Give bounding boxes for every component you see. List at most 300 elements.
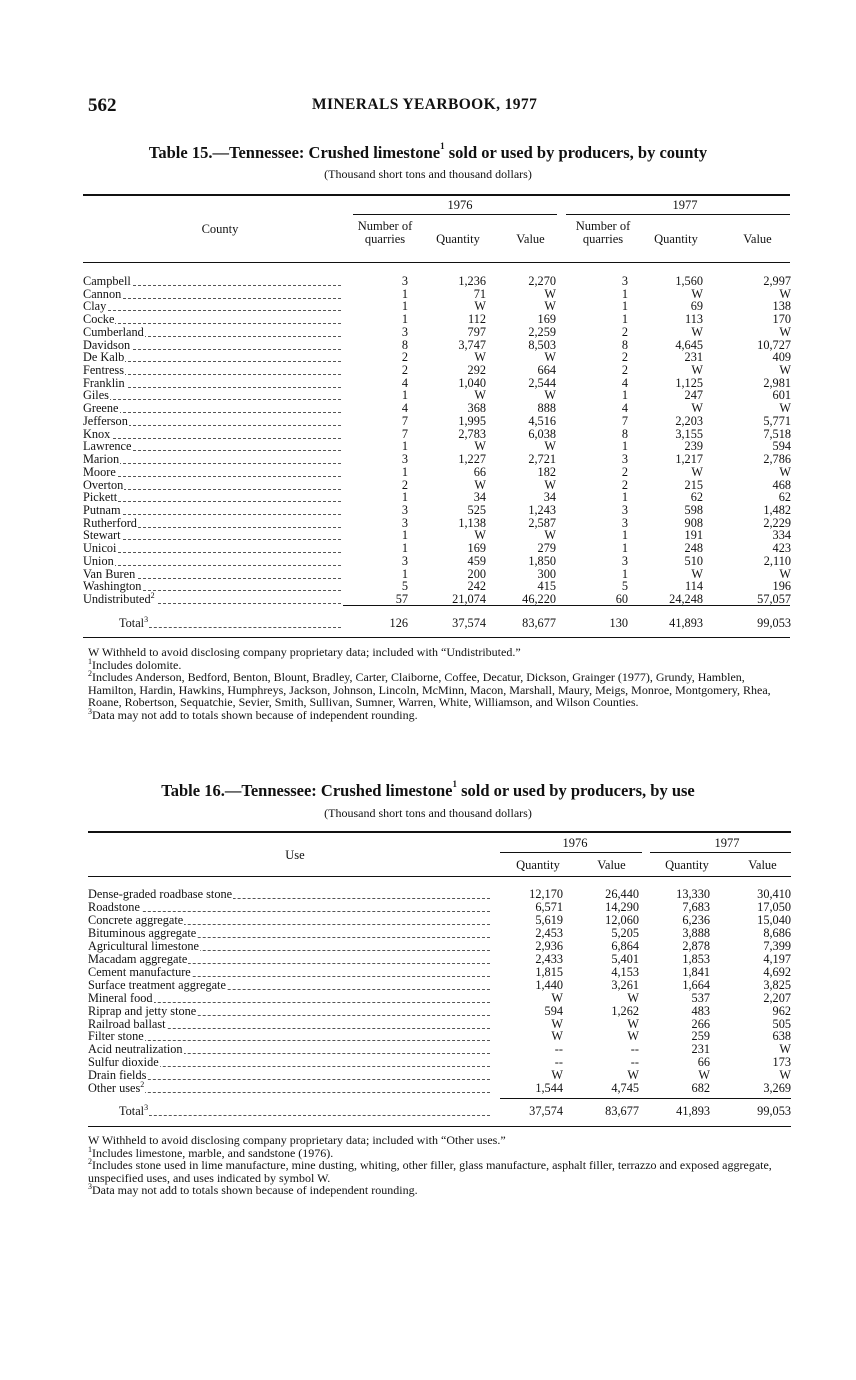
cell-n77: 3 [621, 515, 628, 530]
cell-q77: 1,125 [675, 375, 703, 390]
cell-n76: 3 [401, 515, 408, 530]
row-label: Sulfur dioxide [88, 1055, 159, 1070]
cell-n77: 1 [621, 388, 628, 403]
table16-1977-rule [650, 852, 791, 853]
county-row-cannon [83, 288, 790, 301]
cell-n76: 2 [401, 363, 408, 378]
row-label: Clay [83, 299, 107, 314]
table15-total-rule [343, 605, 790, 606]
row-label: Total$^3$ [119, 1103, 149, 1118]
cell-q77: 1,217 [675, 452, 703, 467]
county-row-undistributed [83, 593, 790, 606]
county-row-van-buren [83, 568, 790, 581]
cell-v76: 14,290 [605, 899, 639, 914]
cell-q76: 71 [473, 286, 486, 301]
cell-v76: W [544, 388, 556, 403]
row-label: Overton [83, 477, 124, 492]
table15-1976-rule [353, 214, 557, 215]
table16-year-1977: 1977 [714, 836, 740, 850]
cell-q77: 41,893 [676, 1104, 710, 1118]
row-label: Cement manufacture [88, 964, 191, 979]
cell-v77: 409 [772, 350, 791, 365]
cell-q76: 200 [467, 566, 486, 581]
cell-v76: 2,721 [528, 452, 556, 467]
leader-dots [83, 501, 341, 502]
footnote-2: $^2$Includes stone used in lime manufacture, mine dusting, whiting, other filler, glass manufacture, asphalt filler, terrazzo and exposed aggregate, unspecified uses, and uses indicated by symbol W. [88, 1157, 772, 1185]
cell-v77: 10,727 [757, 337, 791, 352]
cell-n77: 1 [621, 312, 628, 327]
cell-v77: 7,399 [763, 938, 791, 953]
cell-n77: 1 [621, 439, 628, 454]
cell-q76: 2,783 [458, 426, 486, 441]
cell-v76: 2,270 [528, 274, 556, 288]
cell-v76: W [627, 1016, 639, 1031]
cell-v77: W [779, 1068, 791, 1083]
cell-q77: W [691, 324, 703, 339]
cell-q76: 1,995 [458, 413, 486, 428]
cell-q76: 1,544 [535, 1081, 563, 1096]
cell-v76: 182 [537, 464, 556, 479]
leader-dots [88, 1092, 490, 1093]
cell-v77: 138 [772, 299, 791, 314]
row-label: Drain fields [88, 1068, 147, 1083]
cell-q76: 2,453 [535, 925, 563, 940]
cell-v77: 2,997 [763, 274, 791, 288]
cell-n76: 1 [401, 528, 408, 543]
cell-v76: W [627, 1029, 639, 1044]
cell-n77: 1 [621, 541, 628, 556]
table15-year-1977: 1977 [672, 198, 698, 212]
table16-col-quantity-1977: Quantity [665, 858, 709, 872]
table15-col-quantity-1977: Quantity [654, 232, 698, 246]
cell-q77: 69 [690, 299, 703, 314]
table15-1977-rule [566, 214, 790, 215]
county-row-cumberland [83, 326, 790, 339]
cell-q77: 483 [691, 1003, 710, 1018]
cell-n76: 3 [401, 324, 408, 339]
cell-q77: 41,893 [669, 616, 703, 630]
cell-q77: 114 [685, 579, 703, 594]
table16-year-1976: 1976 [562, 836, 588, 850]
use-row-filter-stone [88, 1030, 791, 1043]
county-row-franklin [83, 377, 790, 390]
cell-n76: 57 [395, 592, 408, 606]
cell-q77: 3,888 [682, 925, 710, 940]
cell-v76: 300 [537, 566, 556, 581]
cell-q76: 1,227 [458, 452, 486, 467]
row-label: Lawrence [83, 439, 132, 454]
cell-n77: 7 [621, 413, 628, 428]
cell-n77: 2 [621, 324, 628, 339]
cell-v76: 34 [543, 490, 556, 505]
cell-n77: 1 [621, 566, 628, 581]
cell-v76: 4,153 [611, 964, 639, 979]
cell-v77: 57,057 [757, 592, 791, 606]
cell-q77: 510 [684, 553, 703, 568]
row-label: Agricultural limestone [88, 938, 199, 953]
cell-q76: 66 [473, 464, 486, 479]
row-label: Macadam aggregate [88, 951, 188, 966]
cell-v76: 5,401 [611, 951, 639, 966]
cell-v77: 2,207 [763, 990, 791, 1005]
leader-dots [83, 399, 341, 400]
cell-q76: W [474, 388, 486, 403]
cell-v77: 505 [772, 1016, 791, 1031]
use-row-railroad-ballast [88, 1018, 791, 1031]
table15-col-value-1976: Value [516, 232, 545, 246]
use-row-other-uses [88, 1082, 791, 1095]
cell-q76: 5,619 [535, 912, 563, 927]
cell-v77: 196 [772, 579, 791, 594]
cell-q76: 3,747 [458, 337, 486, 352]
cell-q77: W [691, 464, 703, 479]
table16-col-value-1976: Value [597, 858, 626, 872]
county-row-unicoi [83, 542, 790, 555]
row-label: Union [83, 553, 114, 568]
row-label: Cumberland [83, 324, 144, 339]
cell-n76: 3 [401, 502, 408, 517]
leader-dots [88, 1079, 490, 1080]
cell-v77: 99,053 [757, 1104, 791, 1118]
cell-v76: W [544, 477, 556, 492]
table15-notes [88, 646, 794, 722]
row-label: Cannon [83, 286, 122, 301]
county-row-fentress [83, 364, 790, 377]
cell-v76: 26,440 [605, 887, 639, 901]
cell-v77: 962 [772, 1003, 791, 1018]
cell-n77: 8 [621, 426, 628, 441]
cell-q77: 598 [684, 502, 703, 517]
cell-v76: 1,850 [528, 553, 556, 568]
cell-q76: W [551, 1068, 563, 1083]
cell-v76: -- [630, 1042, 639, 1057]
cell-n77: 2 [621, 464, 628, 479]
cell-q77: 231 [691, 1042, 710, 1057]
cell-q77: 4,645 [675, 337, 703, 352]
footnote-1: $^1$Includes dolomite. [88, 656, 182, 672]
table15-col-number-1977: Number of quarries [575, 219, 631, 246]
cell-v76: -- [630, 1055, 639, 1070]
cell-q76: W [551, 1016, 563, 1031]
cell-q76: 594 [544, 1003, 563, 1018]
row-label: Knox [83, 426, 111, 441]
cell-n76: 1 [401, 388, 408, 403]
county-row-davidson [83, 339, 790, 352]
cell-n76: 5 [401, 579, 408, 594]
row-label: Greene [83, 401, 119, 416]
cell-v76: 169 [537, 312, 556, 327]
footnote-1: $^1$Includes limestone, marble, and sandstone (1976). [88, 1144, 334, 1160]
row-label: Railroad ballast [88, 1016, 166, 1031]
cell-v77: 173 [772, 1055, 791, 1070]
cell-q77: W [691, 286, 703, 301]
row-label: Other uses$^2$ [88, 1080, 145, 1096]
cell-v77: 17,050 [757, 899, 791, 914]
row-label: Unicoi [83, 541, 117, 556]
cell-v76: 1,243 [528, 502, 556, 517]
row-label: Roadstone [88, 899, 140, 914]
cell-v77: 2,786 [763, 452, 791, 467]
row-label: Washington [83, 579, 142, 594]
cell-v76: W [544, 350, 556, 365]
row-label: Total$^3$ [119, 615, 149, 630]
cell-n76: 1 [401, 464, 408, 479]
cell-n77: 4 [621, 401, 628, 416]
cell-q77: 2,878 [682, 938, 710, 953]
row-label: Franklin [83, 375, 125, 390]
cell-n77: 1 [621, 528, 628, 543]
cell-n77: 4 [621, 375, 628, 390]
leader-dots [83, 552, 341, 553]
cell-v76: 83,677 [605, 1104, 639, 1118]
cell-q76: 292 [467, 363, 486, 378]
cell-v77: 2,229 [763, 515, 791, 530]
row-label: Cocke [83, 312, 115, 327]
use-row-roadstone [88, 901, 791, 914]
cell-v77: W [779, 401, 791, 416]
cell-n76: 4 [401, 375, 408, 390]
table15-year-1976: 1976 [447, 198, 473, 212]
cell-v77: 62 [778, 490, 791, 505]
row-label: Jefferson [83, 413, 128, 428]
cell-v76: W [544, 299, 556, 314]
cell-v77: 1,482 [763, 502, 791, 517]
table16-top-rule [88, 831, 791, 833]
cell-q77: 7,683 [682, 899, 710, 914]
cell-q77: 191 [684, 528, 703, 543]
cell-n76: 1 [401, 439, 408, 454]
cell-q77: 1,841 [682, 964, 710, 979]
row-label: Filter stone [88, 1029, 144, 1044]
cell-v77: 7,518 [763, 426, 791, 441]
cell-n77: 3 [621, 502, 628, 517]
cell-v77: 30,410 [757, 887, 791, 901]
cell-v76: W [627, 1068, 639, 1083]
leader-dots [83, 539, 341, 540]
table16-title: Table 16.—Tennessee: Crushed limestone$^1$ sold or used by producers, by use [161, 779, 695, 800]
table16-subtitle: (Thousand short tons and thousand dollars) [324, 806, 532, 820]
cell-q76: W [474, 528, 486, 543]
table16-1976-rule [500, 852, 642, 853]
cell-n77: 2 [621, 477, 628, 492]
county-row-putnam [83, 504, 790, 517]
cell-v77: 3,825 [763, 977, 791, 992]
row-label: Putnam [83, 502, 121, 517]
cell-q76: W [474, 477, 486, 492]
cell-v76: W [544, 528, 556, 543]
cell-n76: 8 [401, 337, 408, 352]
cell-q77: W [691, 566, 703, 581]
cell-v76: 8,503 [528, 337, 556, 352]
row-label: Dense-graded roadbase stone [88, 887, 233, 901]
cell-n77: 3 [621, 274, 628, 288]
use-row-dense-graded-roadbase-stone [88, 888, 791, 901]
cell-q76: W [551, 1029, 563, 1044]
leader-dots [119, 1115, 490, 1116]
use-row-cement-manufacture [88, 966, 791, 979]
cell-n76: 2 [401, 350, 408, 365]
table15-col-county: County [201, 222, 239, 236]
county-row-pickett [83, 491, 790, 504]
cell-n77: 2 [621, 350, 628, 365]
table15-col-value-1977: Value [743, 232, 772, 246]
cell-v77: 468 [772, 477, 791, 492]
cell-q76: 1,440 [535, 977, 563, 992]
county-row-cocke [83, 313, 790, 326]
cell-v77: 8,686 [763, 925, 791, 940]
cell-q77: 215 [684, 477, 703, 492]
cell-q77: 1,664 [682, 977, 710, 992]
cell-v76: W [627, 990, 639, 1005]
use-row-concrete-aggregate [88, 914, 791, 927]
cell-q76: 525 [467, 502, 486, 517]
row-label: Campbell [83, 274, 131, 288]
cell-n77: 1 [621, 490, 628, 505]
use-row-bituminous-aggregate [88, 927, 791, 940]
cell-q77: 6,236 [682, 912, 710, 927]
cell-q76: 1,040 [458, 375, 486, 390]
cell-q77: 537 [691, 990, 710, 1005]
cell-v76: 12,060 [605, 912, 639, 927]
row-label: De Kalb [83, 350, 125, 365]
cell-n77: 5 [621, 579, 628, 594]
county-row-rutherford [83, 517, 790, 530]
table16-col-value-1977: Value [748, 858, 777, 872]
cell-v77: 423 [772, 541, 791, 556]
cell-v77: W [779, 363, 791, 378]
cell-q77: 1,853 [682, 951, 710, 966]
cell-v77: 99,053 [757, 616, 791, 630]
cell-v76: 2,587 [528, 515, 556, 530]
table16-col-use: Use [285, 848, 305, 862]
county-row-clay [83, 300, 790, 313]
cell-q76: 1,236 [458, 274, 486, 288]
cell-n77: 1 [621, 286, 628, 301]
cell-v77: W [779, 324, 791, 339]
cell-n76: 126 [389, 616, 408, 630]
cell-q76: 2,433 [535, 951, 563, 966]
cell-v77: 2,110 [763, 553, 791, 568]
cell-q76: 797 [467, 324, 486, 339]
table15-col-number-1976: Number of quarries [357, 219, 413, 246]
row-label: Bituminous aggregate [88, 925, 197, 940]
cell-v76: 83,677 [522, 616, 556, 630]
cell-v76: 279 [537, 541, 556, 556]
cell-q77: 239 [684, 439, 703, 454]
cell-v77: 3,269 [763, 1081, 791, 1096]
footnote-3: $^3$Data may not add to totals shown because of independent rounding. [88, 706, 418, 722]
cell-n76: 3 [401, 553, 408, 568]
cell-q77: 259 [691, 1029, 710, 1044]
use-row-drain-fields [88, 1069, 791, 1082]
cell-q77: 682 [691, 1081, 710, 1096]
cell-q77: 266 [691, 1016, 710, 1031]
cell-q77: W [691, 401, 703, 416]
cell-v76: 415 [537, 579, 556, 594]
cell-v76: W [544, 286, 556, 301]
county-row-stewart [83, 529, 790, 542]
leader-dots [119, 627, 341, 628]
cell-v77: 601 [772, 388, 791, 403]
table15-bottom-rule [83, 637, 790, 638]
cell-q76: 6,571 [535, 899, 563, 914]
running-head: MINERALS YEARBOOK, 1977 [312, 96, 538, 113]
row-label: Pickett [83, 490, 118, 505]
row-label: Fentress [83, 363, 124, 378]
table15-header-rule [83, 262, 790, 263]
leader-dots [83, 463, 341, 464]
cell-v77: W [779, 286, 791, 301]
cell-n76: 1 [401, 299, 408, 314]
cell-v77: 5,771 [763, 413, 791, 428]
cell-v77: 334 [772, 528, 791, 543]
cell-v77: W [779, 464, 791, 479]
row-label: Van Buren [83, 566, 136, 581]
county-row-overton [83, 479, 790, 492]
cell-v77: 15,040 [757, 912, 791, 927]
cell-q76: 37,574 [452, 616, 486, 630]
leader-dots [83, 310, 341, 311]
cell-q76: W [474, 350, 486, 365]
row-label: Marion [83, 452, 120, 467]
use-row-sulfur-dioxide [88, 1056, 791, 1069]
cell-n76: 7 [401, 413, 408, 428]
table15-col-quantity-1976: Quantity [436, 232, 480, 246]
cell-q77: 247 [684, 388, 703, 403]
cell-q76: W [474, 299, 486, 314]
cell-q76: 37,574 [529, 1104, 563, 1118]
cell-v76: 4,745 [611, 1081, 639, 1096]
table16-bottom-rule [88, 1126, 791, 1127]
county-row-marion [83, 453, 790, 466]
row-label: Acid neutralization [88, 1042, 183, 1057]
cell-v77: 4,692 [763, 964, 791, 979]
cell-q77: W [691, 363, 703, 378]
cell-n76: 1 [401, 312, 408, 327]
cell-q76: W [551, 990, 563, 1005]
table15-title: Table 15.—Tennessee: Crushed limestone$^1$ sold or used by producers, by county [148, 141, 708, 162]
county-row-union [83, 555, 790, 568]
cell-n76: 4 [401, 401, 408, 416]
cell-q77: 66 [697, 1055, 710, 1070]
row-label: Davidson [83, 337, 131, 352]
cell-q77: 2,203 [675, 413, 703, 428]
row-label: Rutherford [83, 515, 137, 530]
row-label: Concrete aggregate [88, 912, 184, 927]
cell-n76: 1 [401, 490, 408, 505]
cell-n76: 3 [401, 452, 408, 467]
county-total-row [83, 617, 790, 630]
footnote-3: $^3$Data may not add to totals shown because of independent rounding. [88, 1182, 418, 1198]
cell-q76: 12,170 [529, 887, 563, 901]
cell-n77: 8 [621, 337, 628, 352]
use-row-agricultural-limestone [88, 940, 791, 953]
cell-q76: 34 [473, 490, 486, 505]
use-row-riprap-and-jetty-stone [88, 1005, 791, 1018]
cell-n76: 1 [401, 566, 408, 581]
county-row-giles [83, 389, 790, 402]
cell-v76: 5,205 [611, 925, 639, 940]
cell-q76: W [474, 439, 486, 454]
cell-n77: 2 [621, 363, 628, 378]
cell-v76: 46,220 [522, 592, 556, 606]
cell-n77: 130 [609, 616, 628, 630]
cell-v76: 4,516 [528, 413, 556, 428]
cell-q76: 112 [468, 312, 486, 327]
cell-v76: 2,544 [528, 375, 556, 390]
table16-col-quantity-1976: Quantity [516, 858, 560, 872]
cell-v77: 638 [772, 1029, 791, 1044]
